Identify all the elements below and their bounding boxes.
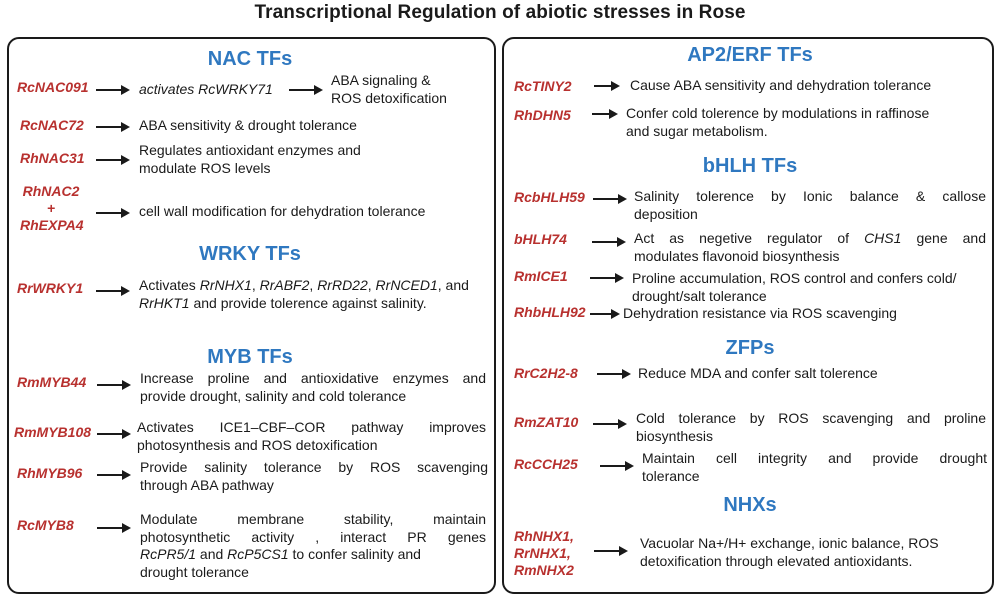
rmmyb108-desc-line: Activates ICE1–CBF–COR pathway improves xyxy=(137,419,486,435)
arrow-icon xyxy=(97,428,131,440)
arrow-icon xyxy=(96,207,130,219)
gene-rhnac2: RhNAC2 xyxy=(22,183,80,199)
gene-italic: RrHKT1 xyxy=(139,294,190,311)
gene-rmmyb108: RmMYB108 xyxy=(14,424,92,440)
text-span: , xyxy=(367,277,376,293)
gene-rhdhn5: RhDHN5 xyxy=(514,107,571,123)
rhnac2-desc: cell wall modification for dehydration tolerance xyxy=(139,203,426,219)
rcch25-desc-line: Maintain cell integrity and provide drought xyxy=(642,450,987,466)
gene-nhx-group xyxy=(514,528,574,579)
gene-rrnhx1: RrNHX1, xyxy=(514,545,571,561)
rhnac31-desc-line: modulate ROS levels xyxy=(139,159,271,176)
rhmyb96-desc-line: Provide salinity tolerance by ROS scavenging xyxy=(140,459,488,475)
rrwrky1-desc-line xyxy=(139,295,489,313)
arrow-icon xyxy=(593,193,627,205)
rctiny2-desc: Cause ABA sensitivity and dehydration tolerance xyxy=(630,77,932,93)
gene-italic: RrABF2 xyxy=(259,277,310,293)
gene-rmzat10: RmZAT10 xyxy=(514,414,579,430)
rcbhlh59-desc-line: deposition xyxy=(634,205,698,222)
bhlh74-desc-line xyxy=(634,230,986,248)
text-span: Activates xyxy=(139,277,200,293)
arrow-icon xyxy=(590,272,624,284)
rmmyb108-desc xyxy=(137,419,486,454)
text-span: Act as negetive regulator of xyxy=(634,230,865,246)
gene-rctiny2: RcTINY2 xyxy=(514,78,572,94)
gene-rhnhx1: RhNHX1, xyxy=(514,528,574,544)
rmice1-desc-line: drought/salt tolerance xyxy=(632,287,767,304)
gene-italic: RrNCED1 xyxy=(375,277,438,293)
text-span: and provide tolerence against salinity. xyxy=(189,294,427,311)
rmmyb44-desc-line: Increase proline and antioxidative enzymes and xyxy=(140,370,486,386)
arrow-icon xyxy=(592,236,626,248)
rmice1-desc xyxy=(632,270,957,305)
arrow-icon xyxy=(96,121,130,133)
rcnac091-effect xyxy=(331,72,447,107)
gene-italic: CHS1 xyxy=(864,230,902,246)
gene-rhnac31: RhNAC31 xyxy=(20,150,85,166)
nac-heading: NAC TFs xyxy=(207,48,293,70)
rmmyb44-desc xyxy=(140,370,486,405)
text-span: to confer salinity and xyxy=(288,546,421,562)
gene-rcch25: RcCCH25 xyxy=(514,456,578,472)
gene-rhbhlh92: RhbHLH92 xyxy=(514,304,586,320)
text-span: , xyxy=(309,277,318,293)
arrow-icon xyxy=(594,545,628,557)
gene-rhmyb96: RhMYB96 xyxy=(17,465,83,481)
text-span: , and xyxy=(437,277,469,293)
arrow-icon xyxy=(96,84,130,96)
rmmyb44-desc-line: provide drought, salinity and cold tolerance xyxy=(140,387,407,404)
bhlh74-desc-line: modulates flavonoid biosynthesis xyxy=(634,247,840,264)
gene-italic: RcPR5/1 xyxy=(140,546,197,562)
rcmyb8-desc-line: Modulate membrane stability, maintain xyxy=(140,511,486,527)
rcch25-desc-line: tolerance xyxy=(642,467,700,484)
gene-rrwrky1: RrWRKY1 xyxy=(17,280,84,296)
nhx-desc-line: Vacuolar Na+/H+ exchange, ionic balance, ROS xyxy=(640,535,939,551)
rcnac72-desc: ABA sensitivity & drought tolerance xyxy=(139,117,357,133)
rcmyb8-desc-line xyxy=(140,546,486,564)
text-span: , xyxy=(251,277,260,293)
rcnac091-target: activates RcWRKY71 xyxy=(139,81,273,97)
rcbhlh59-desc-line: Salinity tolerence by Ionic balance & callose xyxy=(634,188,986,204)
gene-rcnac091: RcNAC091 xyxy=(17,79,89,95)
bhlh-heading: bHLH TFs xyxy=(702,155,798,177)
arrow-icon xyxy=(97,469,131,481)
rcmyb8-desc-line: drought tolerance xyxy=(140,563,249,580)
arrow-icon xyxy=(600,460,634,472)
rmmyb108-desc-line: photosynthesis and ROS detoxification xyxy=(137,436,378,453)
rmzat10-desc-line: Cold tolerance by ROS scavenging and proline xyxy=(636,410,986,426)
gene-bhlh74: bHLH74 xyxy=(514,231,567,247)
gene-italic: RrRD22 xyxy=(317,277,368,293)
rhdhn5-desc-line: and sugar metabolism. xyxy=(626,122,768,139)
nhx-desc-line: detoxification through elevated antioxidants. xyxy=(640,552,913,569)
rrwrky1-desc xyxy=(139,277,489,312)
arrow-icon xyxy=(594,80,620,92)
rmice1-desc-line: Proline accumulation, ROS control and confers cold/ xyxy=(632,270,957,286)
arrow-icon xyxy=(289,84,323,96)
gene-rmice1: RmICE1 xyxy=(514,268,568,284)
rcmyb8-desc xyxy=(140,511,486,581)
rcnac091-effect-line: ABA signaling & xyxy=(331,72,431,88)
rhdhn5-desc-line: Confer cold tolerence by modulations in raffinose xyxy=(626,105,930,121)
figure-title: Transcriptional Regulation of abiotic stresses in Rose xyxy=(254,2,746,23)
nhx-desc xyxy=(640,535,939,570)
zfps-heading: ZFPs xyxy=(725,337,775,359)
rrwrky1-desc-line xyxy=(139,277,489,295)
gene-italic: RrNHX1 xyxy=(199,277,252,293)
rmzat10-desc xyxy=(636,410,986,445)
arrow-icon xyxy=(96,154,130,166)
arrow-icon xyxy=(97,379,131,391)
rcmyb8-desc-line: photosynthetic activity , interact PR genes xyxy=(140,528,486,545)
gene-rhnac2-rhexpa4 xyxy=(20,183,82,234)
gene-rcnac72: RcNAC72 xyxy=(20,117,84,133)
rhdhn5-desc xyxy=(626,105,929,140)
arrow-icon xyxy=(597,368,631,380)
gene-rmnhx2: RmNHX2 xyxy=(514,562,574,578)
rhmyb96-desc xyxy=(140,459,488,494)
gene-italic: RcP5CS1 xyxy=(227,546,289,562)
gene-rmmyb44: RmMYB44 xyxy=(17,374,87,390)
rrc2h28-desc: Reduce MDA and confer salt tolerence xyxy=(638,365,878,381)
rhmyb96-desc-line: through ABA pathway xyxy=(140,476,274,493)
text-span: and xyxy=(196,546,228,562)
rcbhlh59-desc xyxy=(634,188,986,223)
gene-rcbhlh59: RcbHLH59 xyxy=(514,189,585,205)
text-span: gene and xyxy=(901,230,986,246)
rhbhlh92-desc: Dehydration resistance via ROS scavenging xyxy=(623,305,897,321)
gene-rrc2h2-8: RrC2H2-8 xyxy=(514,365,578,381)
rmzat10-desc-line: biosynthesis xyxy=(636,427,714,444)
arrow-icon xyxy=(590,308,620,320)
arrow-icon xyxy=(97,522,131,534)
gene-rcmyb8: RcMYB8 xyxy=(17,517,74,533)
wrky-heading: WRKY TFs xyxy=(199,243,301,265)
rhnac31-desc xyxy=(139,142,361,177)
arrow-icon xyxy=(96,285,130,297)
bhlh74-desc xyxy=(634,230,986,265)
nhxs-heading: NHXs xyxy=(723,494,777,516)
rhnac31-desc-line: Regulates antioxidant enzymes and xyxy=(139,142,361,158)
arrow-icon xyxy=(592,108,618,120)
rcnac091-effect-line: ROS detoxification xyxy=(331,89,447,106)
arrow-icon xyxy=(593,418,627,430)
rcch25-desc xyxy=(642,450,987,485)
ap2-erf-heading: AP2/ERF TFs xyxy=(687,44,813,66)
gene-rhexpa4: RhEXPA4 xyxy=(20,217,84,233)
myb-heading: MYB TFs xyxy=(207,346,293,368)
plus-sign: + xyxy=(46,200,56,216)
